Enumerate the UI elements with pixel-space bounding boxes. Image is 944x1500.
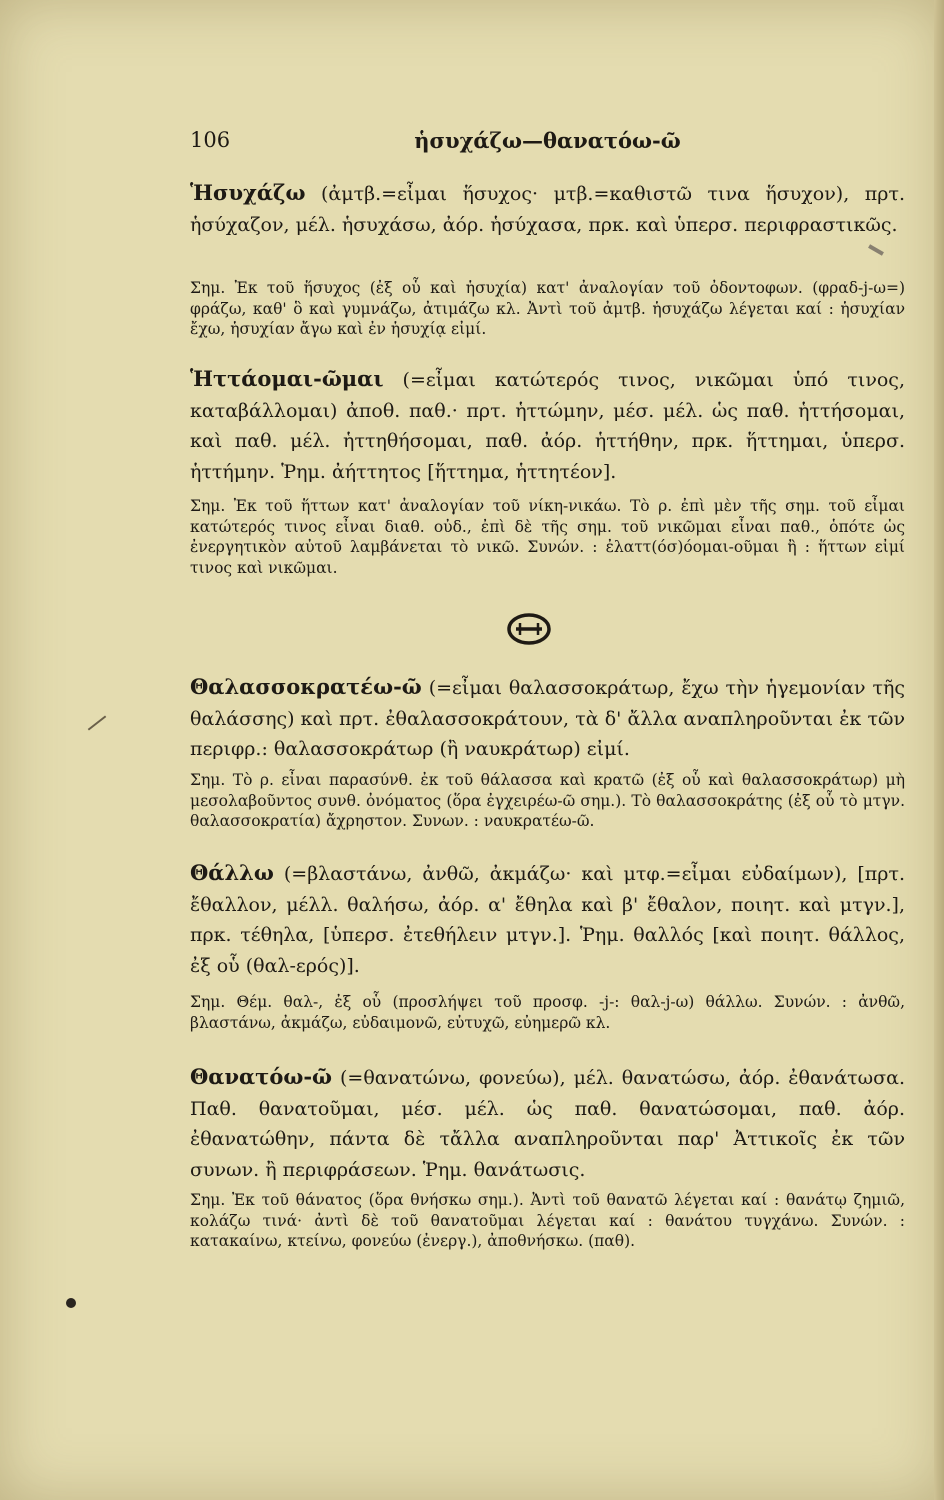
entry-note: Σημ. Ἐκ τοῦ θάνατος (ὅρα θνήσκω σημ.). Ἀντὶ τοῦ θανατῶ λέγεται καί : θανάτῳ ζημιῶ, κολάζω τινά· ἀντὶ δὲ τοῦ θανατοῦμαι λέγεται καί : θανάτου τυγχάνω. Συνών. : κατακαίνω, κτείνω, φονεύω (ἐνεργ.), ἀποθνήσκω. (παθ). — [190, 1191, 905, 1250]
entry-headword: Θάλλω — [190, 860, 274, 885]
entry-hettaomai — [190, 364, 905, 487]
page-edge — [934, 0, 944, 1500]
running-head: ἡσυχάζω—θανατόω-ῶ — [414, 128, 681, 153]
entry-hesychazo — [190, 178, 905, 240]
entry-text: (ἀμτβ.=εἶμαι ἥσυχος· μτβ.=καθιστῶ τινα ἥσυχον), πρτ. ἡσύχαζον, μέλ. ἡσυχάσω, ἀόρ. ἡσύχασα, πρκ. καὶ ὑπερσ. περιφραστικῶς. — [190, 183, 905, 236]
pencil-mark — [88, 715, 107, 730]
entry-headword: Θανατόω-ῶ — [190, 1064, 333, 1089]
entry-headword: Ἡσυχάζω — [190, 180, 306, 205]
entry-headword: Θαλασσοκρατέω-ῶ — [190, 674, 422, 699]
margin-mark — [868, 244, 884, 255]
entry-note: Σημ. Θέμ. θαλ-, ἐξ οὗ (προσλήψει τοῦ προσφ. -j-: θαλ-j-ω) θάλλω. Συνών. : ἀνθῶ, βλαστάνω, ἀκμάζω, εὐδαιμονῶ, εὐτυχῶ, εὐημερῶ κλ. — [190, 993, 905, 1032]
entry-thanatoo — [190, 1062, 905, 1185]
entry-note: Σημ. Τὸ ρ. εἶναι παρασύνθ. ἐκ τοῦ θάλασσα καὶ κρατῶ (ἐξ οὗ καὶ θαλασσοκράτωρ) μὴ μεσολαβοῦντος συνθ. ὀνόματος (ὅρα ἐγχειρέω-ῶ σημ.). Τὸ θαλασσοκράτης (ἐξ οὗ τὸ μτγν. θαλασσοκρατία) ἄχρηστον. Συνων. : ναυκρατέω-ῶ. — [190, 771, 905, 830]
entry-thalassokrateo — [190, 672, 905, 765]
entry-text: (=θανατώνω, φονεύω), μέλ. θανατώσω, ἀόρ. ἐθανάτωσα. Παθ. θανατοῦμαι, μέσ. μέλ. ὡς παθ. θανατώσομαι, παθ. ἀόρ. ἐθανατώθην, πάντα δὲ τἄλλα αναπληροῦνται παρ' Ἀττικοῖς ἐκ τῶν συνων. ἢ περιφράσεων. Ῥημ. θανάτωσις. — [190, 1067, 906, 1181]
entry-text: (=εἶμαι κατώτερός τινος, νικῶμαι ὑπό τινος, καταβάλλομαι) ἀποθ. παθ.· πρτ. ἡττώμην, μέσ. μέλ. ὡς παθ. ἡττήσομαι, καὶ παθ. μέλ. ἡττηθήσομαι, παθ. ἀόρ. ἡττήθην, πρκ. ἥττημαι, ὑπερσ. ἡττήμην. Ῥημ. ἀήττητος [ἥττημα, ἡττητέον]. — [190, 369, 905, 483]
entry-thallo — [190, 858, 905, 981]
entry-note: Σημ. Ἐκ τοῦ ἥσυχος (ἐξ οὗ καὶ ἡσυχία) κατ' ἀναλογίαν τοῦ ὀδοντοφων. (φραδ-j-ω=) φράζω, καθ' ὃ καὶ γυμνάζω, ἀτιμάζω κλ. Ἀντὶ τοῦ ἀμτβ. ἡσυχάζω λέγεται καί : ἡσυχίαν ἔχω, ἡσυχίαν ἄγω καὶ ἐν ἡσυχίᾳ εἰμί. — [190, 279, 905, 338]
page-header — [190, 128, 905, 168]
entry-text: (=εἶμαι θαλασσοκράτωρ, ἔχω τὴν ἡγεμονίαν τῆς θαλάσσης) καὶ πρτ. ἐθαλασσοκράτουν, τὰ δ' ἄλλα αναπληροῦνται ἐκ τῶν περιφρ.: θαλασσοκράτωρ (ἢ ναυκράτωρ) εἰμί. — [190, 677, 905, 760]
section-letter-theta — [506, 612, 552, 646]
ink-spot — [66, 1298, 76, 1308]
page-number: 106 — [190, 128, 231, 152]
entry-headword: Ἡττάομαι-ῶμαι — [190, 366, 384, 391]
entry-note: Σημ. Ἐκ τοῦ ἥττων κατ' ἀναλογίαν τοῦ νίκη-νικάω. Τὸ ρ. ἐπὶ μὲν τῆς σημ. τοῦ εἶμαι κατώτερός τινος εἶναι διαθ. οὐδ., ἐπὶ δὲ τῆς σημ. τοῦ νικῶμαι εἶναι παθ., ὁπότε ὡς ἐνεργητικὸν αὐτοῦ λαμβάνεται τὸ νικῶ. Συνών. : ἐλαττ(όσ)όομαι-οῦμαι ἢ : ἥττων εἰμί τινος καὶ νικῶμαι. — [190, 497, 905, 577]
entry-text: (=βλαστάνω, ἀνθῶ, ἀκμάζω· καὶ μτφ.=εἶμαι εὐδαίμων), [πρτ. ἔθαλλον, μέλλ. θαλήσω, ἀόρ. α' ἔθηλα καὶ β' ἔθαλον, ποιητ. καὶ μτγν.], πρκ. τέθηλα, [ὑπερσ. ἐτεθήλειν μτγν.]. Ῥημ. θαλλός [καὶ ποιητ. θάλλος, ἐξ οὗ (θαλ-ερός)]. — [190, 863, 905, 977]
